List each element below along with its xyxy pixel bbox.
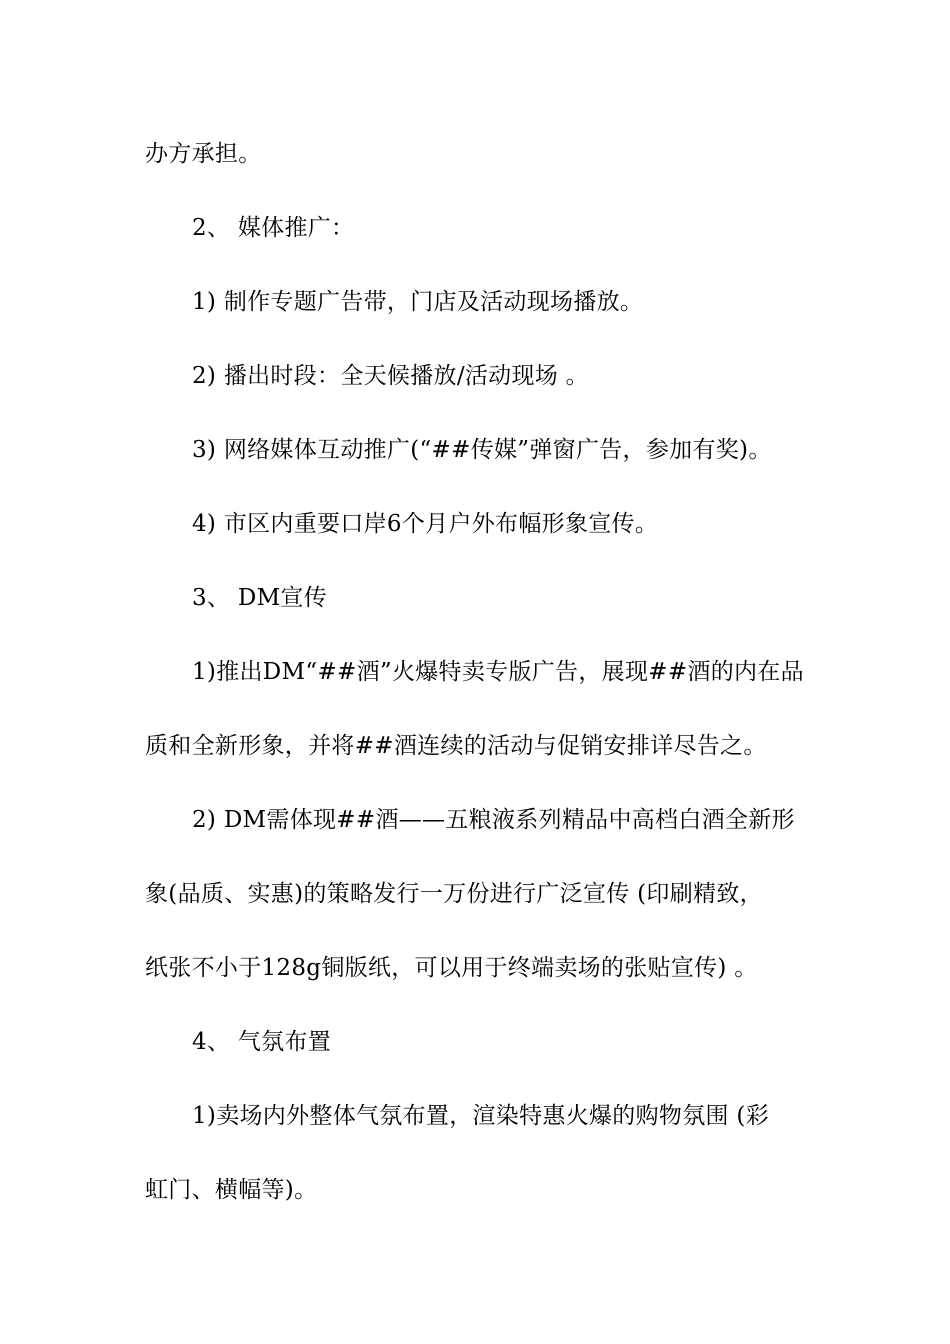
list-item: 2) DM需体现##酒——五粮液系列精品中高档白酒全新形: [192, 807, 795, 833]
section-heading-media: 2、 媒体推广：: [192, 215, 355, 241]
paragraph-line: 办方承担。: [145, 141, 262, 167]
paragraph-line: 纸张不小于128g铜版纸，可以用于终端卖场的张贴宣传) 。: [145, 955, 758, 981]
list-item: 1) 制作专题广告带，门店及活动现场播放。: [192, 289, 644, 315]
list-item: 3) 网络媒体互动推广(“##传媒”弹窗广告，参加有奖)。: [192, 437, 772, 463]
paragraph-line: 虹门、横幅等)。: [145, 1177, 318, 1203]
paragraph-line: 质和全新形象，并将##酒连续的活动与促销安排详尽告之。: [145, 733, 767, 759]
section-heading-atmosphere: 4、 气氛布置: [192, 1029, 332, 1055]
list-item: 1)推出DM“##酒”火爆特卖专版广告，展现##酒的内在品: [192, 659, 804, 685]
paragraph-line: 象(品质、实惠)的策略发行一万份进行广泛宣传 (印刷精致，: [145, 881, 763, 907]
list-item: 4) 市区内重要口岸6个月户外布幅形象宣传。: [192, 511, 659, 537]
list-item: 2) 播出时段：全天候播放/活动现场 。: [192, 363, 589, 389]
list-item: 1)卖场内外整体气氛布置，渲染特惠火爆的购物氛围 (彩: [192, 1103, 769, 1129]
section-heading-dm: 3、 DM宣传: [192, 585, 328, 611]
